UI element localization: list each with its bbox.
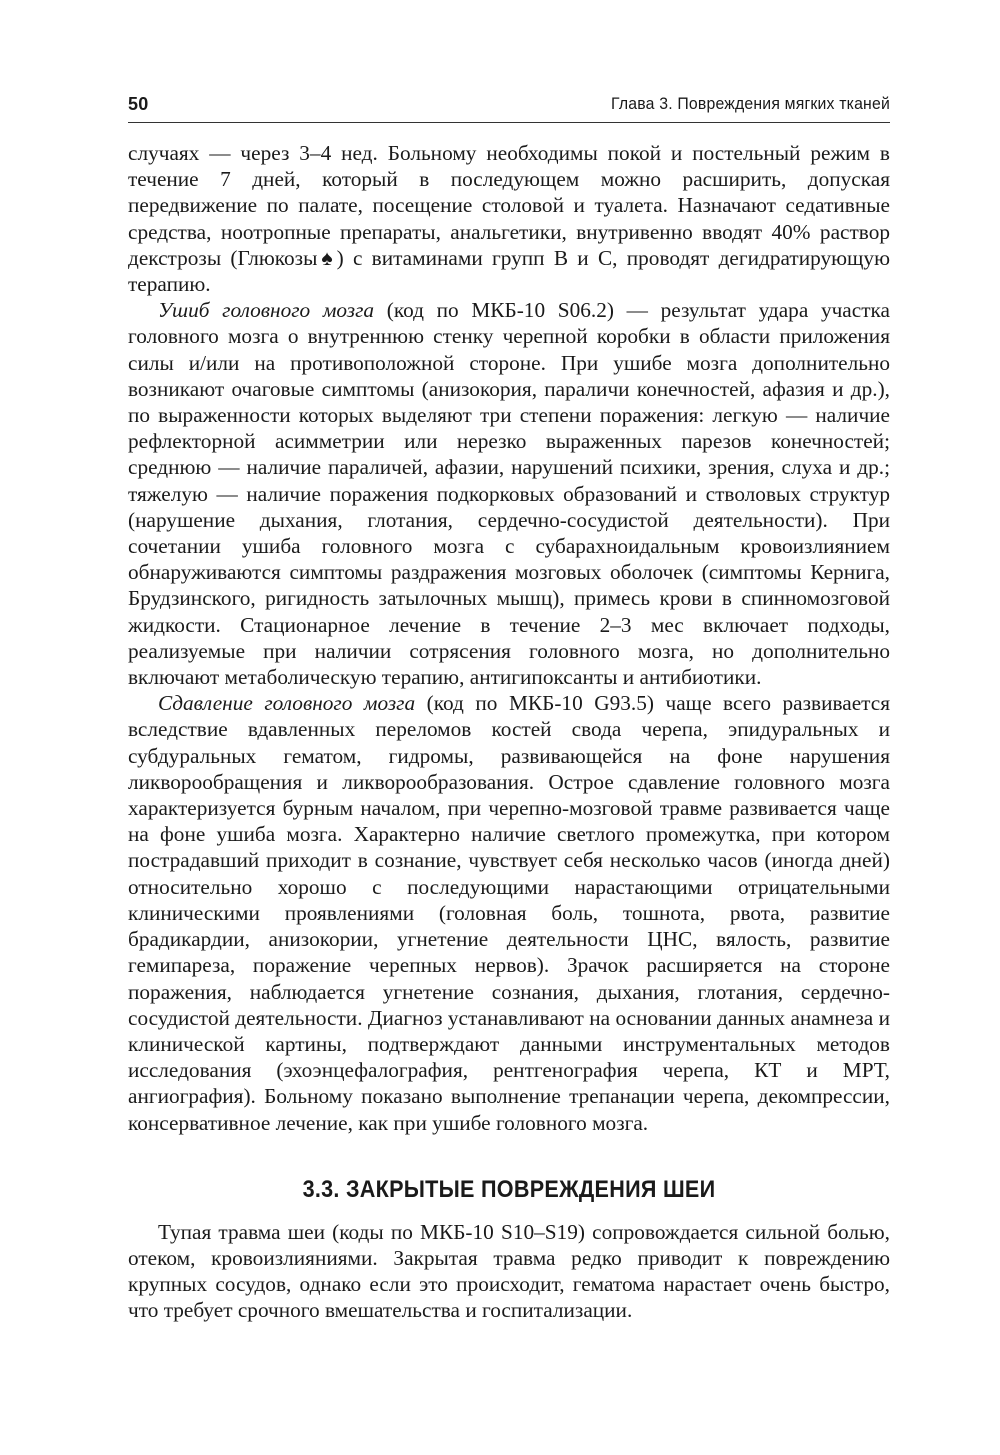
paragraph-neck-trauma: Тупая травма шеи (коды по МКБ-10 S10–S19) сопровождается сильной болью, отеком, кровоизлияниями. Закрытая травма редко приводит к повреждению крупных сосудов, однако если это происходит, гематома нарастает очень быстро, что требует срочного вмешательства и госпитализации. [128,1219,890,1323]
running-title: Глава 3. Повреждения мягких тканей [611,94,890,113]
paragraph-brain-contusion-text: (код по МКБ-10 S06.2) — результат удара участка головного мозга о внутреннюю стенку черепной коробки в области приложения силы и/или на противоположной стороне. При ушибе мозга дополнительно возникают очаговые симптомы (анизокория, параличи конечностей, афазия и др.), по выраженности которых выделяют три степени поражения: легкую — наличие рефлекторной асимметрии или нерезко выраженных парезов конечностей; среднюю — наличие параличей, афазии, нарушений психики, зрения, слуха и др.; тяжелую — наличие поражения подкорковых образований и стволовых структур (нарушение дыхания, глотания, сердечно-сосудистой деятельности). При сочетании ушиба головного мозга с субарахноидальным кровоизлиянием обнаруживаются симптомы раздражения мозговых оболочек (симптомы Кернига, Брудзинского, ригидность затылочных мышц), примесь крови в спинномозговой жидкости. Стационарное лечение в течение 2–3 мес включает подходы, реализуемые при наличии сотрясения головного мозга, но дополнительно включают метаболическую терапию, антигипоксанты и антибиотики. [128,298,890,690]
paragraph-brain-contusion [128,297,890,690]
paragraph-continuation: случаях — через 3–4 нед. Больному необходимы покой и постельный режим в течение 7 дней, который в последующем можно расширить, допуская передвижение по палате, посещение столовой и туалета. Назначают седативные средства, ноотропные препараты, анальгетики, внутривенно вводят 40% раствор декстрозы (Глюкозы♠) с витаминами групп В и С, проводят дегидратирующую терапию. [128,141,890,297]
term-brain-contusion: Ушиб головного мозга [158,298,375,323]
term-brain-compression: Сдавление головного мозга [158,691,416,716]
section-heading: 3.3. ЗАКРЫТЫЕ ПОВРЕЖДЕНИЯ ШЕИ [302,1175,716,1203]
paragraph-brain-compression [128,690,890,1135]
page-header [128,88,890,123]
page-body [128,140,890,1324]
paragraph-brain-compression-text: (код по МКБ-10 G93.5) чаще всего развивается вследствие вдавленных переломов костей свода черепа, эпидуральных и субдуральных гематом, гидромы, развивающейся на фоне нарушения ликворообращения и ликворообразования. Острое сдавление головного мозга характеризуется бурным началом, при черепно-мозговой травме развивается чаще на фоне ушиба мозга. Характерно наличие светлого промежутка, при котором пострадавший приходит в сознание, чувствует себя несколько часов (иногда дней) относительно хорошо с последующими нарастающими отрицательными клиническими проявлениями (головная боль, тошнота, рвота, развитие брадикардии, анизокории, угнетение деятельности ЦНС, вялость, развитие гемипареза, поражение черепных нервов). Зрачок расширяется на стороне поражения, наблюдается угнетение сознания, дыхания, глотания, сердечно-сосудистой деятельности. Диагноз устанавливают на основании данных анамнеза и клинической картины, подтверждают данными инструментальных методов исследования (эхоэнцефалография, рентгенография черепа, КТ и МРТ, ангиография). Больному показано выполнение трепанации черепа, декомпрессии, консервативное лечение, как при ушибе головного мозга. [128,691,890,1135]
page-number: 50 [128,94,149,114]
